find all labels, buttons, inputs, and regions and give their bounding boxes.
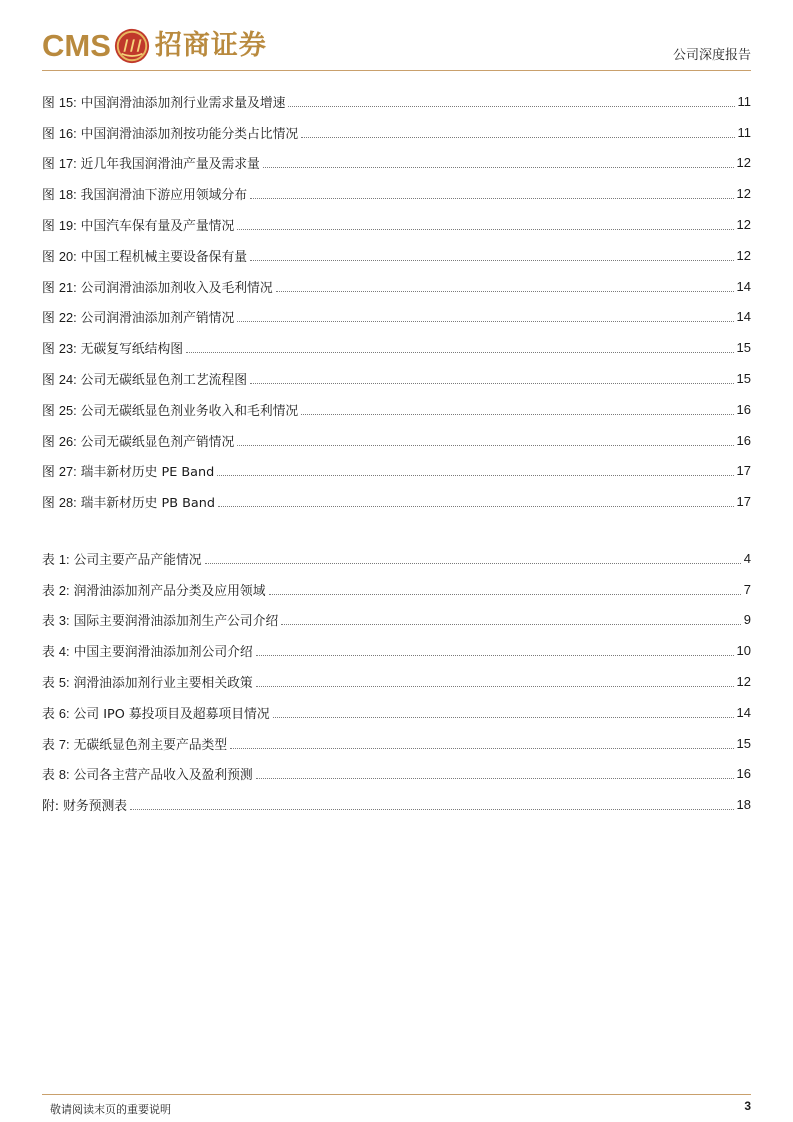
toc-entry-title: 中国主要润滑油添加剂公司介绍 (73, 645, 253, 661)
toc-dot-leader (256, 685, 734, 687)
toc-entry-page: 12 (736, 155, 751, 171)
toc-entry-kind: 表 (42, 706, 55, 722)
toc-entry[interactable] (42, 271, 751, 302)
toc-entry-title: 公司无碳纸显色剂工艺流程图 (80, 373, 248, 389)
toc-entry-number: 5: (58, 675, 70, 691)
toc-entry-title: 公司主要产品产能情况 (73, 552, 202, 568)
toc-entry-kind: 表 (42, 614, 55, 630)
tables-toc (42, 543, 751, 820)
toc-dot-leader (250, 382, 734, 384)
toc-dot-leader (269, 593, 741, 595)
toc-entry-number: 1: (58, 551, 70, 567)
cms-emblem-icon (113, 27, 151, 65)
toc-entry[interactable] (42, 178, 751, 209)
toc-entry-number: 7: (58, 736, 70, 752)
toc-entry-number: 15: (58, 94, 77, 110)
toc-entry-page: 14 (736, 704, 751, 720)
toc-entry-kind: 表 (42, 552, 55, 568)
toc-entry[interactable] (42, 605, 751, 636)
toc-entry-label (42, 764, 253, 783)
toc-entry-page: 16 (736, 432, 751, 448)
toc-entry-number: 23: (58, 341, 77, 357)
page-number: 3 (744, 1099, 751, 1113)
toc-dot-leader (230, 747, 733, 749)
logo-chinese-text: 招商证券 (154, 30, 267, 61)
toc-entry-page: 15 (736, 340, 751, 356)
toc-entry-label (42, 153, 260, 172)
toc-entry-page: 14 (736, 278, 751, 294)
toc-entry-label (42, 246, 247, 265)
toc-entry-number: 20: (58, 248, 77, 264)
toc-entry-title: 润滑油添加剂产品分类及应用领域 (73, 583, 266, 599)
toc-entry-label (42, 734, 227, 753)
toc-entry-page: 10 (736, 643, 751, 659)
toc-dot-leader (130, 808, 733, 810)
toc-entry-page: 12 (736, 247, 751, 263)
toc-entry[interactable] (42, 332, 751, 363)
toc-dot-leader (263, 166, 734, 168)
toc-entry-label (42, 123, 298, 142)
toc-dot-leader (250, 197, 734, 199)
toc-entry-title: 公司润滑油添加剂收入及毛利情况 (80, 280, 273, 296)
toc-entry-page: 11 (737, 93, 751, 109)
toc-entry-number: 3: (58, 613, 70, 629)
figures-toc (42, 86, 751, 517)
toc-entry[interactable] (42, 789, 751, 820)
toc-dot-leader (276, 290, 734, 292)
toc-entry-title: 瑞丰新材历史 PE Band (80, 465, 215, 481)
toc-entry-page: 12 (736, 674, 751, 690)
toc-entry-kind: 图 (42, 403, 55, 419)
toc-entry-page: 17 (736, 494, 751, 510)
toc-entry-title: 无碳纸显色剂主要产品类型 (73, 737, 228, 753)
toc-dot-leader (218, 505, 734, 507)
toc-entry-title: 无碳复写纸结构图 (80, 342, 184, 358)
toc-entry-number: 22: (58, 310, 77, 326)
toc-entry-kind: 图 (42, 157, 55, 173)
toc-dot-leader (281, 623, 740, 625)
toc-entry-kind: 图 (42, 373, 55, 389)
toc-dot-leader (273, 716, 734, 718)
toc-entry-label (42, 795, 127, 814)
toc-entry-kind: 图 (42, 249, 55, 265)
toc-entry[interactable] (42, 394, 751, 425)
toc-entry-title: 润滑油添加剂行业主要相关政策 (73, 676, 253, 692)
toc-entry-kind: 图 (42, 311, 55, 327)
toc-entry-title: 公司 IPO 募投项目及超募项目情况 (73, 706, 270, 722)
toc-entry-page: 17 (736, 463, 751, 479)
toc-dot-leader (186, 351, 733, 353)
toc-entry[interactable] (42, 456, 751, 487)
toc-entry-label (42, 400, 298, 419)
toc-entry-kind: 表 (42, 583, 55, 599)
toc-dot-leader (205, 562, 741, 564)
toc-entry-kind: 表 (42, 768, 55, 784)
toc-entry[interactable] (42, 148, 751, 179)
header-divider (42, 70, 751, 71)
toc-entry-label (42, 492, 215, 511)
toc-entry-page: 12 (736, 217, 751, 233)
toc-entry[interactable] (42, 209, 751, 240)
toc-entry-label (42, 369, 247, 388)
toc-entry-kind: 图 (42, 188, 55, 204)
toc-entry-kind: 图 (42, 95, 55, 111)
toc-entry-label (42, 549, 202, 568)
toc-entry-kind: 表 (42, 645, 55, 661)
toc-entry-label (42, 461, 214, 480)
toc-entry-number: 8: (58, 767, 70, 783)
toc-dot-leader (237, 444, 733, 446)
toc-entry-number: 28: (58, 495, 77, 511)
toc-entry-number: 21: (58, 279, 77, 295)
toc-entry-title: 中国工程机械主要设备保有量 (80, 249, 248, 265)
toc-entry-kind: 图 (42, 496, 55, 512)
toc-entry-kind: 表 (42, 737, 55, 753)
toc-entry-kind: 表 (42, 676, 55, 692)
toc-entry-title: 中国汽车保有量及产量情况 (80, 219, 235, 235)
toc-entry-number: 24: (58, 372, 77, 388)
toc-entry-label (42, 431, 234, 450)
toc-entry[interactable] (42, 302, 751, 333)
toc-entry-number: 6: (58, 705, 70, 721)
toc-entry-label (42, 215, 234, 234)
toc-dot-leader (237, 320, 733, 322)
toc-entry-kind: 图 (42, 434, 55, 450)
toc-entry-kind: 图 (42, 465, 55, 481)
toc-entry-title: 公司无碳纸显色剂业务收入和毛利情况 (80, 403, 299, 419)
toc-entry-page: 15 (736, 371, 751, 387)
toc-entry-page: 15 (736, 735, 751, 751)
toc-entry-number: 27: (58, 464, 77, 480)
toc-entry-title: 公司各主营产品收入及盈利预测 (73, 768, 253, 784)
toc-entry[interactable] (42, 240, 751, 271)
toc-entry-kind: 图 (42, 280, 55, 296)
toc-entry-label (42, 307, 234, 326)
toc-entry-kind: 附: (42, 799, 60, 815)
toc-entry-title: 财务预测表 (63, 799, 128, 815)
toc-entry-number: 16: (58, 125, 77, 141)
toc-entry-label (42, 703, 270, 722)
toc-entry[interactable] (42, 86, 751, 117)
toc-dot-leader (301, 413, 733, 415)
toc-entry-page: 16 (736, 401, 751, 417)
toc-entry-number: 25: (58, 402, 77, 418)
toc-entry-page: 7 (743, 581, 751, 597)
toc-entry-title: 公司无碳纸显色剂产销情况 (80, 434, 235, 450)
toc-entry-kind: 图 (42, 219, 55, 235)
cms-logo (42, 26, 267, 66)
toc-dot-leader (237, 228, 733, 230)
toc-entry[interactable] (42, 363, 751, 394)
toc-entry[interactable] (42, 728, 751, 759)
footer-disclaimer: 敬请阅读末页的重要说明 (50, 1103, 171, 1116)
toc-entry-title: 中国润滑油添加剂按功能分类占比情况 (80, 126, 299, 142)
toc-dot-leader (301, 136, 734, 138)
logo-latin-text: CMS (42, 28, 111, 63)
toc-entry-page: 14 (736, 309, 751, 325)
toc-entry-page: 4 (743, 550, 751, 566)
footer-divider (42, 1094, 751, 1095)
toc-entry-title: 公司润滑油添加剂产销情况 (80, 311, 235, 327)
toc-entry[interactable] (42, 697, 751, 728)
toc-entry-label (42, 277, 273, 296)
toc-entry-label (42, 580, 266, 599)
toc-entry[interactable] (42, 635, 751, 666)
toc-entry-number: 17: (58, 156, 77, 172)
toc-entry-number: 4: (58, 644, 70, 660)
toc-entry-page: 18 (736, 797, 751, 813)
toc-entry[interactable] (42, 666, 751, 697)
toc-entry-page: 12 (736, 186, 751, 202)
toc-entry-kind: 图 (42, 126, 55, 142)
toc-dot-leader (217, 474, 733, 476)
toc-entry-label (42, 610, 278, 629)
toc-entry-label (42, 672, 253, 691)
toc-entry-number: 2: (58, 582, 70, 598)
toc-entry-page: 16 (736, 766, 751, 782)
toc-dot-leader (256, 777, 734, 779)
toc-entry[interactable] (42, 759, 751, 790)
toc-entry[interactable] (42, 486, 751, 517)
toc-entry-title: 国际主要润滑油添加剂生产公司介绍 (73, 614, 279, 630)
toc-entry-title: 近几年我国润滑油产量及需求量 (80, 157, 260, 173)
toc-entry-number: 18: (58, 187, 77, 203)
toc-entry[interactable] (42, 425, 751, 456)
toc-entry-label (42, 641, 253, 660)
toc-entry-page: 11 (737, 124, 751, 140)
toc-dot-leader (288, 105, 734, 107)
toc-entry-label (42, 184, 247, 203)
report-type-label: 公司深度报告 (672, 48, 751, 63)
toc-dot-leader (256, 654, 734, 656)
toc-entry-title: 中国润滑油添加剂行业需求量及增速 (80, 95, 286, 111)
toc-entry[interactable] (42, 117, 751, 148)
toc-entry[interactable] (42, 574, 751, 605)
toc-entry[interactable] (42, 543, 751, 574)
toc-entry-label (42, 92, 285, 111)
page-header (0, 0, 793, 76)
toc-entry-label (42, 338, 183, 357)
toc-entry-number: 19: (58, 218, 77, 234)
toc-entry-kind: 图 (42, 342, 55, 358)
toc-entry-page: 9 (743, 612, 751, 628)
toc-entry-title: 瑞丰新材历史 PB Band (80, 496, 215, 512)
toc-dot-leader (250, 259, 734, 261)
toc-entry-title: 我国润滑油下游应用领域分布 (80, 188, 248, 204)
toc-entry-number: 26: (58, 433, 77, 449)
